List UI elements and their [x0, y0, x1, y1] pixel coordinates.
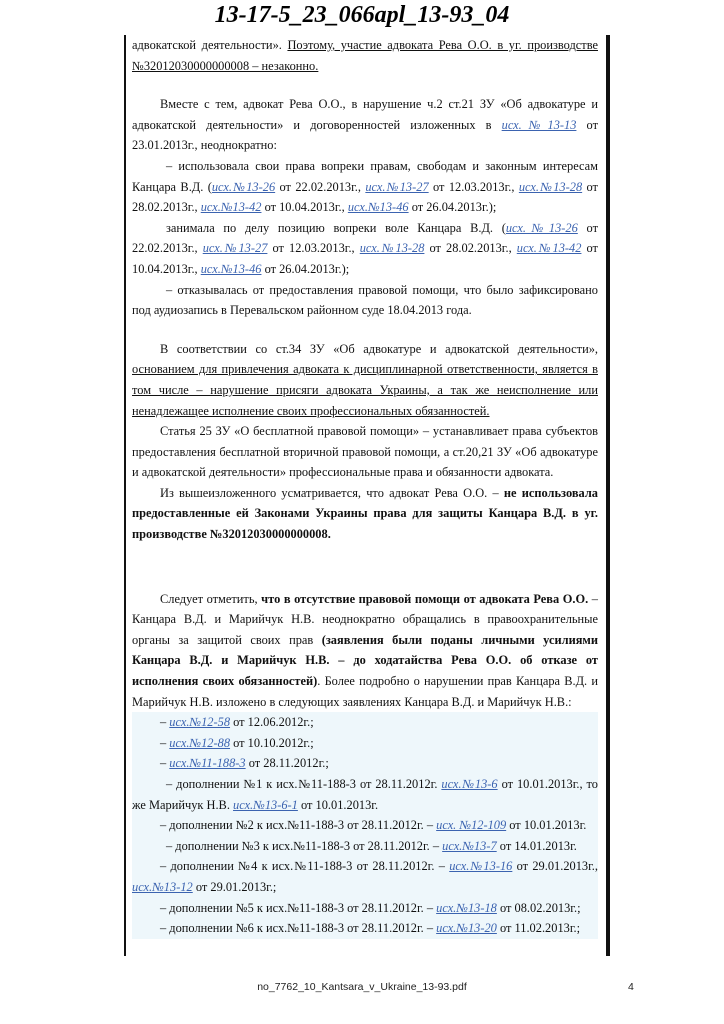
list-item: – исх.№12-88 от 10.10.2012г.;	[132, 733, 598, 754]
paragraph-5: – отказывалась от предоставления правовой помощи, что было зафиксировано под аудиозапись в Перевальском районном суде 18.04.2013 года.	[132, 282, 598, 318]
list-item: – дополнении №5 к исх.№11-188-3 от 28.11.2012г. – исх.№13-18 от 08.02.2013г.;	[132, 898, 598, 919]
ref-link[interactable]: исх.№13-42	[200, 200, 262, 215]
ref-link[interactable]: исх.№13-42	[516, 241, 582, 256]
ref-link[interactable]: исх.№13-27	[202, 241, 268, 256]
ref-link[interactable]: исх.№11-188-3	[169, 756, 246, 771]
ref-link[interactable]: исх.№13-26	[505, 220, 578, 235]
ref-link[interactable]: исх.№13-46	[200, 261, 262, 276]
page-border-right	[606, 35, 610, 956]
page-number: 4	[628, 981, 634, 993]
list-item: – дополнении №1 к исх.№11-188-3 от 28.11.2012г. исх.№13-6 от 10.01.2013г., то же Марийчук Н.В. исх.№13-6-1 от 10.01.2013г.	[132, 774, 598, 815]
footer-filename: no_7762_10_Kantsara_v_Ukraine_13-93.pdf	[257, 981, 467, 993]
paragraph-9: Следует отметить, что в отсутствие правовой помощи от адвоката Рева О.О. –Канцара В.Д. и Марийчук Н.В. неоднократно обращались в правоохранительные органы за защитой своих прав (заявления были поданы личными усилиями Канцара В.Д. и Марийчук Н.В. – до ходатайства Рева О.О. об отказе от исполнения своих обязанностей). Более подробно о нарушении прав Канцара В.Д. и Марийчук Н.В. изложено в следующих заявлениях Канцара В.Д. и Марийчук Н.В.:	[132, 591, 599, 709]
list-item: – исх.№11-188-3 от 28.11.2012г.;	[132, 753, 598, 774]
ref-link[interactable]: исх.№13-20	[436, 921, 497, 936]
document-body	[132, 35, 598, 939]
list-item: – исх.№12-58 от 12.06.2012г.;	[132, 712, 598, 733]
document-header-title: 13-17-5_23_066apl_13-93_04	[214, 2, 510, 28]
ref-link[interactable]: исх.№13-18	[436, 900, 497, 915]
ref-link[interactable]: исх.№12-58	[169, 715, 231, 730]
paragraph-6: В соответствии со ст.34 ЗУ «Об адвокатуре и адвокатской деятельности», основанием для привлечения адвоката к дисциплинарной ответственности, является в том числе – нарушение присяги адвоката Украины, а так же неисполнение или ненадлежащее исполнение своих профессиональных обязанностей.	[132, 341, 598, 418]
ref-link[interactable]: исх.№13-6	[441, 777, 498, 791]
ref-link[interactable]: исх.№13-27	[365, 179, 429, 194]
ref-link[interactable]: исх.№13-6-1	[233, 797, 298, 812]
ref-link[interactable]: исх.№13-16	[449, 859, 513, 874]
ref-link[interactable]: исх.№13-26	[211, 179, 276, 194]
list-item: – дополнении №4 к исх.№11-188-3 от 28.11.2012г. – исх.№13-16 от 29.01.2013г., исх.№13-12 от 29.01.2013г.;	[132, 856, 598, 897]
list-item: – дополнении №2 к исх.№11-188-3 от 28.11.2012г. – исх. №12-109 от 10.01.2013г.	[132, 815, 598, 836]
ref-link[interactable]: исх.№13-13	[501, 117, 577, 132]
list-item: – дополнении №3 к исх.№11-188-3 от 28.11.2012г. – исх.№13-7 от 14.01.2013г.	[132, 836, 598, 857]
page-border-left	[124, 35, 126, 956]
ref-link[interactable]: исх.№13-46	[347, 200, 409, 215]
ref-link[interactable]: исх.№13-12	[132, 879, 193, 894]
paragraph-8: Из вышеизложенного усматривается, что адвокат Рева О.О. – не использовала предоставленные ей Законами Украины права для защиты Канцара В.Д. в уг. производстве №32012030000000008.	[132, 485, 598, 542]
paragraph-3: – использовала свои права вопреки правам, свободам и законным интересам Канцара В.Д. (исх.№13-26 от 22.02.2013г., исх.№13-27 от 12.03.2013г., исх.№13-28 от 28.02.2013г., исх.№13-42 от 10.04.2013г., исх.№13-46 от 26.04.2013г.);	[132, 158, 598, 215]
ref-link[interactable]: исх.№12-88	[169, 735, 231, 750]
list-item: – дополнении №6 к исх.№11-188-3 от 28.11.2012г. – исх.№13-20 от 11.02.2013г.;	[132, 918, 598, 939]
paragraph-7: Статья 25 ЗУ «О бесплатной правовой помощи» – устанавливает права субъектов предоставления бесплатной вторичной правовой помощи, а ст.20,21 ЗУ «Об адвокатуре и адвокатской деятельности» профессиональные права и обязанности адвоката.	[132, 424, 598, 480]
paragraph-4: занимала по делу позицию вопреки воле Канцара В.Д. (исх.№13-26 от 22.02.2013г., исх.№13-27 от 12.03.2013г., исх.№13-28 от 28.02.2013г., исх.№13-42 от 10.04.2013г., исх.№13-46 от 26.04.2013г.);	[132, 220, 598, 276]
ref-link[interactable]: исх.№13-7	[442, 838, 497, 853]
ref-link[interactable]: исх. №12-109	[436, 818, 507, 833]
ref-link[interactable]: исх.№13-28	[359, 241, 425, 256]
ref-link[interactable]: исх.№13-28	[518, 179, 583, 194]
paragraph-1: адвокатской деятельности». Поэтому, участие адвоката Рева О.О. в уг. производстве №32012030000000008 – незаконно.	[132, 38, 598, 73]
paragraph-2: Вместе с тем, адвокат Рева О.О., в нарушение ч.2 ст.21 ЗУ «Об адвокатуре и адвокатской деятельности» и договоренностей изложенных в исх.№13-13 от 23.01.2013г., неоднократно:	[132, 97, 598, 153]
